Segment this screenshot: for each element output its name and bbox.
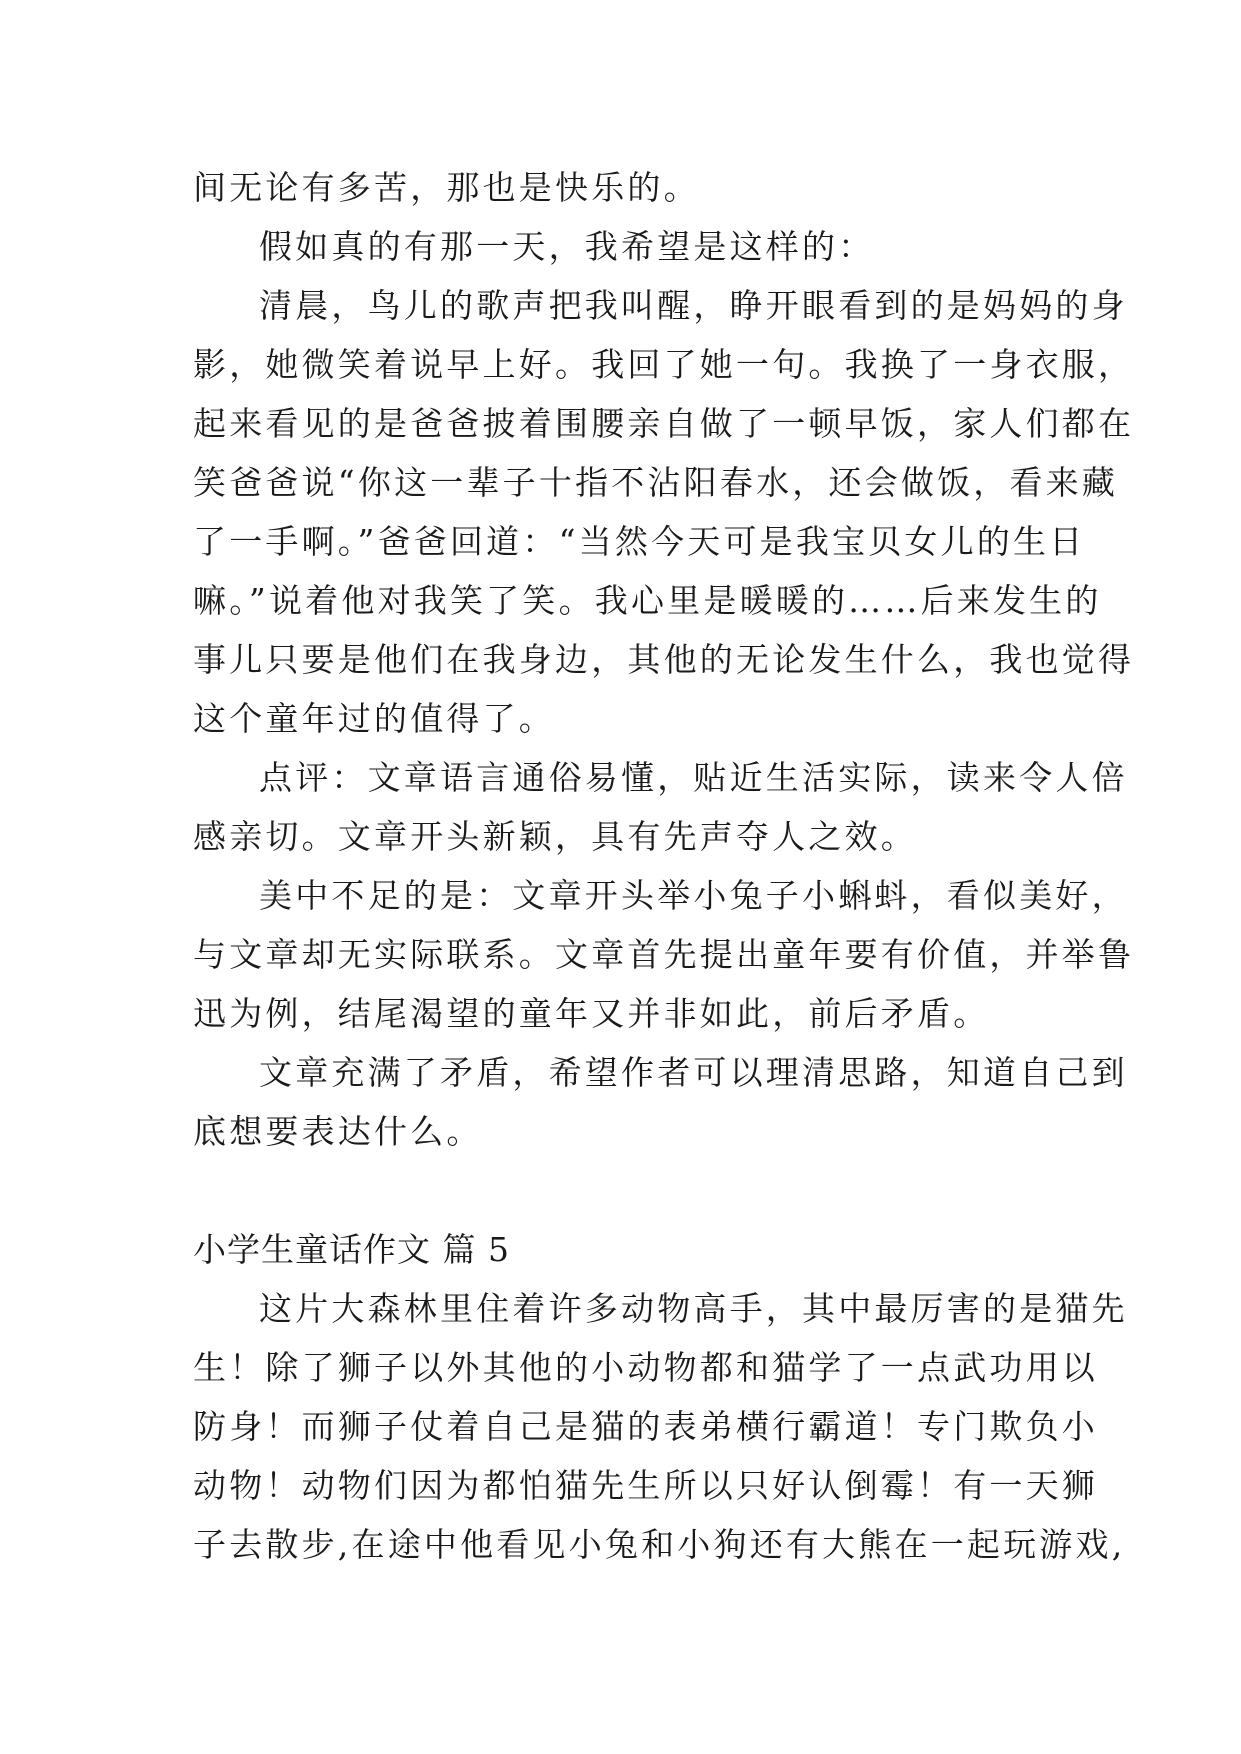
paragraph-line: 假如真的有那一天，我希望是这样的： bbox=[259, 227, 875, 266]
paragraph-line: 文章充满了矛盾，希望作者可以理清思路，知道自己到 bbox=[259, 1053, 1128, 1092]
paragraph-line: 影，她微笑着说早上好。我回了她一句。我换了一身衣服， bbox=[193, 345, 1135, 384]
paragraph-line: 迅为例，结尾渴望的童年又并非如此，前后矛盾。 bbox=[193, 994, 990, 1033]
section-heading: 小学生童话作文 篇 5 bbox=[193, 1230, 510, 1269]
paragraph-line: 美中不足的是：文章开头举小兔子小蝌蚪，看似美好， bbox=[259, 876, 1128, 915]
paragraph-line: 事儿只要是他们在我身边，其他的无论发生什么，我也觉得 bbox=[193, 640, 1135, 679]
paragraph-line: 动物！动物们因为都怕猫先生所以只好认倒霉！有一天狮 bbox=[193, 1466, 1098, 1505]
paragraph-line: 防身！而狮子仗着自己是猫的表弟横行霸道！专门欺负小 bbox=[193, 1407, 1098, 1446]
document-body bbox=[193, 158, 1135, 1574]
paragraph-line: 这片大森林里住着许多动物高手，其中最厉害的是猫先 bbox=[259, 1289, 1128, 1328]
paragraph-line: 感亲切。文章开头新颖，具有先声夺人之效。 bbox=[193, 817, 917, 856]
paragraph-line: 间无论有多苦，那也是快乐的。 bbox=[193, 168, 700, 207]
paragraph-line: 起来看见的是爸爸披着围腰亲自做了一顿早饭，家人们都在 bbox=[193, 404, 1135, 443]
paragraph-line: 生！除了狮子以外其他的小动物都和猫学了一点武功用以 bbox=[193, 1348, 1098, 1387]
paragraph-line: 了一手啊。”爸爸回道：“当然今天可是我宝贝女儿的生日 bbox=[193, 522, 1086, 561]
paragraph-line: 这个童年过的值得了。 bbox=[193, 699, 555, 738]
paragraph-line: 点评：文章语言通俗易懂，贴近生活实际，读来令人倍 bbox=[259, 758, 1128, 797]
paragraph-line: 子去散步,在途中他看见小兔和小狗还有大熊在一起玩游戏, bbox=[193, 1525, 1126, 1564]
paragraph-line: 笑爸爸说“你这一辈子十指不沾阳春水，还会做饭，看来藏 bbox=[193, 463, 1119, 502]
paragraph-line: 底想要表达什么。 bbox=[193, 1112, 483, 1151]
paragraph-line: 嘛。”说着他对我笑了笑。我心里是暖暖的……后来发生的 bbox=[193, 581, 1102, 620]
section-spacer bbox=[193, 1161, 1053, 1220]
paragraph-line: 清晨，鸟儿的歌声把我叫醒，睁开眼看到的是妈妈的身 bbox=[259, 286, 1128, 325]
paragraph-line: 与文章却无实际联系。文章首先提出童年要有价值，并举鲁 bbox=[193, 935, 1135, 974]
